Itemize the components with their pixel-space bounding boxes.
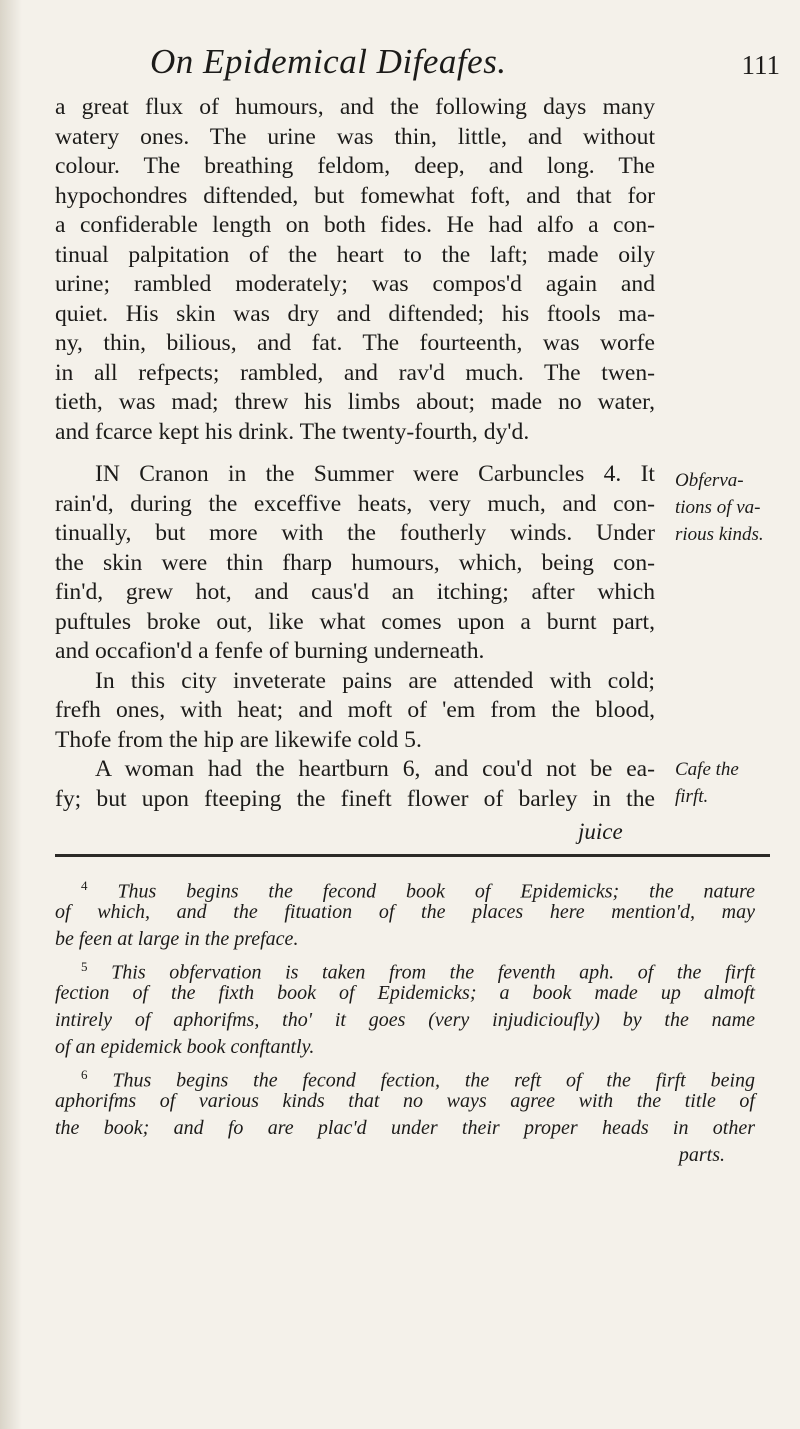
footnote-5 bbox=[55, 953, 755, 1061]
text-line: fin'd, grew hot, and caus'd an itching; after which bbox=[55, 579, 655, 605]
footnote-rule bbox=[55, 854, 770, 857]
marginal-line: rious kinds. bbox=[675, 524, 764, 545]
text-line: quiet. His skin was dry and diftended; his ftools ma- bbox=[55, 300, 655, 327]
text-line: in all refpects; rambled, and rav'd much. The twen- bbox=[55, 359, 655, 386]
footnote-line: intirely of aphorifms, tho' it goes (very injudicioufly) by the name bbox=[55, 1009, 755, 1031]
text-line: tieth, was mad; threw his limbs about; made no water, bbox=[55, 389, 655, 415]
footnote-line: be feen at large in the preface. bbox=[55, 928, 299, 950]
text-line: hypochondres diftended, but fomewhat foft, and that for bbox=[55, 182, 655, 209]
footnote-line: of an epidemick book conftantly. bbox=[55, 1036, 315, 1058]
text-line: A woman had the heartburn 6, and cou'd not be ea- bbox=[95, 756, 655, 782]
text-line: puftules broke out, like what comes upon a burnt part, bbox=[55, 608, 655, 635]
text-line: rain'd, during the exceffive heats, very much, and con- bbox=[55, 490, 655, 517]
text-line: In this city inveterate pains are attended with cold; bbox=[95, 667, 655, 694]
body-continued bbox=[55, 460, 655, 814]
text-line: a great flux of humours, and the following days many bbox=[55, 94, 655, 120]
text-line: fy; but upon fteeping the fineft flower of barley in the bbox=[55, 785, 655, 812]
footnote-line: the book; and fo are plac'd under their proper heads in other bbox=[55, 1117, 755, 1139]
footnote-marker: 6 bbox=[81, 1067, 88, 1082]
page-header bbox=[150, 42, 780, 92]
footnote-text: Thus begins the fecond book of Epidemicks; the nature bbox=[117, 880, 755, 903]
marginal-line: Cafe the bbox=[675, 759, 739, 780]
text-line: and fcarce kept his drink. The twenty-fourth, dy'd. bbox=[55, 418, 530, 445]
footnote-line: of which, and the fituation of the places here mention'd, may bbox=[55, 901, 755, 923]
footnote-6 bbox=[55, 1061, 755, 1169]
footnote-text: Thus begins the fecond fection, the reft of the firft being bbox=[112, 1069, 756, 1092]
marginal-note-case bbox=[675, 756, 790, 810]
footnotes bbox=[55, 872, 755, 1169]
footnote-text: This obfervation is taken from the feventh aph. of the firft bbox=[111, 961, 756, 984]
page-number: 111 bbox=[741, 50, 780, 80]
footnote-line bbox=[55, 953, 756, 984]
catchword: juice bbox=[578, 819, 623, 844]
running-title: On Epidemical Difeafes. bbox=[150, 42, 507, 81]
footnote-line bbox=[55, 1061, 756, 1092]
page-gutter-shadow bbox=[0, 0, 22, 1429]
text-line: IN Cranon in the Summer were Carbuncles 4. It bbox=[95, 461, 655, 487]
text-line: colour. The breathing feldom, deep, and long. The bbox=[55, 153, 655, 179]
text-line: tinual palpitation of the heart to the laft; made oily bbox=[55, 241, 655, 268]
footnote-marker: 5 bbox=[81, 959, 88, 974]
paragraph-1 bbox=[55, 93, 655, 447]
marginal-line: tions of va- bbox=[675, 497, 761, 518]
text-line: and occafion'd a fenfe of burning underneath. bbox=[55, 638, 485, 664]
text-line: the skin were thin fharp humours, which, being con- bbox=[55, 549, 655, 576]
text-line: a confiderable length on both fides. He had alfo a con- bbox=[55, 212, 655, 238]
text-line: ny, thin, bilious, and fat. The fourteenth, was worfe bbox=[55, 330, 655, 356]
paragraph-4 bbox=[55, 755, 655, 814]
text-line: Thofe from the hip are likewife cold 5. bbox=[55, 726, 422, 753]
marginal-note-observations bbox=[675, 467, 790, 548]
paragraph-3 bbox=[55, 667, 655, 756]
footnote-line: aphorifms of various kinds that no ways agree with the title of bbox=[55, 1090, 755, 1112]
marginal-line: firft. bbox=[675, 786, 709, 807]
footnote-line: parts. bbox=[678, 1144, 725, 1166]
text-line: urine; rambled moderately; was compos'd again and bbox=[55, 271, 655, 297]
footnote-line: fection of the fixth book of Epidemicks; a book made up almoft bbox=[55, 982, 755, 1004]
footnote-4 bbox=[55, 872, 755, 953]
footnote-marker: 4 bbox=[81, 878, 88, 893]
text-line: watery ones. The urine was thin, little, and without bbox=[55, 123, 655, 150]
text-line: frefh ones, with heat; and moft of 'em from the blood, bbox=[55, 697, 655, 723]
text-line: tinually, but more with the foutherly winds. Under bbox=[55, 520, 655, 546]
footnote-line bbox=[55, 872, 755, 903]
marginal-line: Obferva- bbox=[675, 470, 744, 491]
paragraph-2 bbox=[55, 460, 655, 667]
